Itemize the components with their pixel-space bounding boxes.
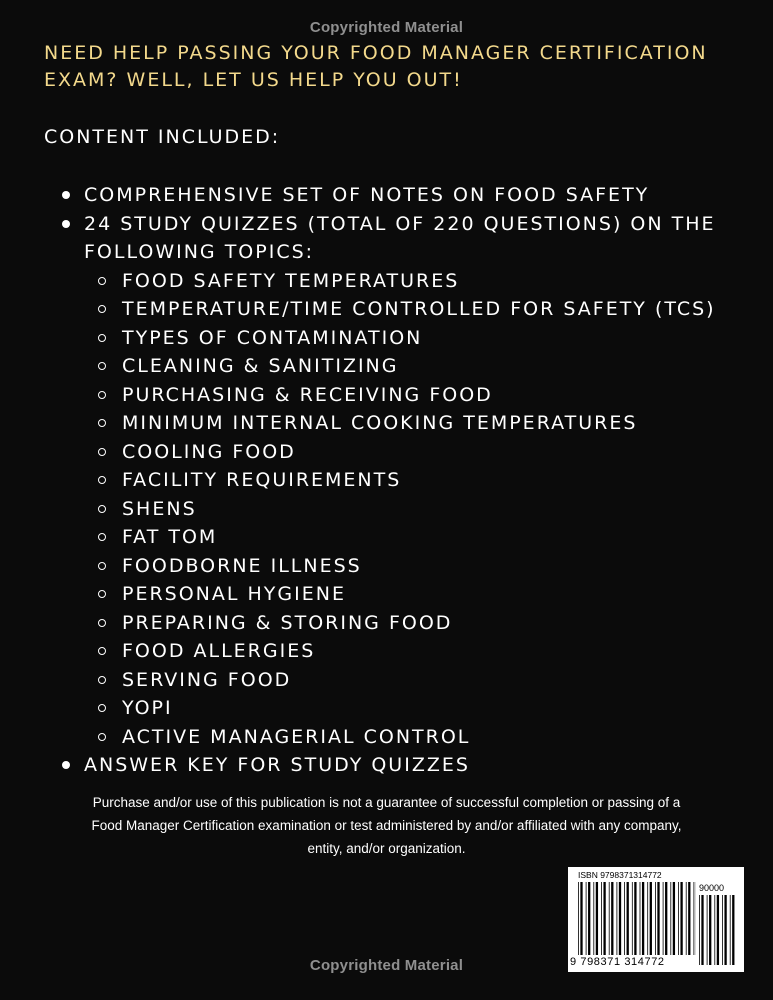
barcode-bar <box>624 882 625 955</box>
bullet-circle-icon <box>98 676 106 684</box>
barcode-bar <box>588 882 590 955</box>
bullet-circle-icon <box>98 305 106 313</box>
bullet-circle-icon <box>98 562 106 570</box>
barcode-bar <box>665 882 667 955</box>
barcode-bar <box>601 882 602 955</box>
topic-text: CLEANING & SANITIZING <box>122 355 399 377</box>
barcode-bar <box>611 882 613 955</box>
barcode-bar <box>709 895 711 965</box>
barcode-bar <box>642 882 644 955</box>
topic-text: TYPES OF CONTAMINATION <box>122 326 423 349</box>
watermark-top: Copyrighted Material <box>309 19 464 36</box>
bullet-dot-icon <box>62 191 70 199</box>
barcode-digits: 9 798371 314772 <box>570 956 665 968</box>
barcode-bar <box>663 882 664 955</box>
topic-list <box>84 267 760 752</box>
list-item-notes <box>60 181 760 210</box>
disclaimer-line-2: Food Manager Certification examination or test administered by and/or affiliated with any company, <box>91 818 682 833</box>
topic-item <box>84 580 760 609</box>
topic-item <box>84 295 760 324</box>
barcode-bar <box>586 882 587 955</box>
bullet-dot-icon <box>62 220 70 228</box>
barcode-bar <box>655 882 656 955</box>
content-list <box>60 181 760 780</box>
barcode-bar <box>650 882 652 955</box>
topic-text: SERVING FOOD <box>122 668 292 691</box>
topic-item <box>84 267 760 296</box>
topic-item <box>84 495 760 524</box>
bullet-dot-icon <box>62 761 70 769</box>
bullet-circle-icon <box>98 334 106 342</box>
topic-item <box>84 694 760 723</box>
bullet-circle-icon <box>98 590 106 598</box>
bullet-circle-icon <box>98 505 106 513</box>
headline-line-1: NEED HELP PASSING YOUR FOOD MANAGER CERTIFICATION <box>44 42 708 64</box>
topic-item <box>84 381 760 410</box>
topic-item <box>84 352 760 381</box>
disclaimer <box>60 791 713 860</box>
barcode-bar <box>670 882 671 955</box>
headline <box>44 40 744 94</box>
topic-item <box>84 466 760 495</box>
isbn-label: ISBN 9798371314772 <box>578 870 662 880</box>
headline-line-2: EXAM? WELL, LET US HELP YOU OUT! <box>44 69 463 91</box>
barcode-bar <box>647 882 648 955</box>
bullet-circle-icon <box>98 391 106 399</box>
list-item-quizzes <box>60 210 760 752</box>
price-code: 90000 <box>699 883 725 893</box>
topic-text: ACTIVE MANAGERIAL CONTROL <box>122 725 471 748</box>
bullet-circle-icon <box>98 619 106 627</box>
topic-text: FAT TOM <box>122 526 218 548</box>
bullet-circle-icon <box>98 448 106 456</box>
barcode-bar <box>688 882 690 955</box>
topic-item <box>84 409 760 438</box>
barcode-bar <box>717 895 719 965</box>
topic-item <box>84 324 760 353</box>
topic-item <box>84 723 760 752</box>
bullet-circle-icon <box>98 277 106 285</box>
barcode-bar <box>580 882 582 955</box>
topic-item <box>84 552 760 581</box>
topic-text: TEMPERATURE/TIME CONTROLLED FOR SAFETY (TCS) <box>122 298 716 320</box>
list-item-text-continued: FOLLOWING TOPICS: <box>84 241 315 263</box>
topic-text: FOOD SAFETY TEMPERATURES <box>122 269 460 292</box>
bullet-circle-icon <box>98 533 106 541</box>
barcode-bar <box>619 882 621 955</box>
barcode-bars-icon <box>578 882 696 955</box>
topic-item <box>84 523 760 552</box>
list-item-text: 24 STUDY QUIZZES (TOTAL OF 220 QUESTIONS) ON THE <box>84 212 716 235</box>
barcode-bar <box>732 895 734 965</box>
barcode-bar <box>714 895 715 965</box>
barcode-bar <box>634 882 636 955</box>
bullet-circle-icon <box>98 362 106 370</box>
topic-item <box>84 637 760 666</box>
barcode-bar <box>603 882 605 955</box>
bullet-circle-icon <box>98 647 106 655</box>
topic-text: PREPARING & STORING FOOD <box>122 611 453 634</box>
topic-text: FOODBORNE ILLNESS <box>122 554 362 577</box>
topic-item <box>84 609 760 638</box>
topic-text: SHENS <box>122 497 197 520</box>
bullet-circle-icon <box>98 704 106 712</box>
list-item-text: COMPREHENSIVE SET OF NOTES ON FOOD SAFETY <box>84 184 650 206</box>
list-item-answer-key <box>60 751 760 780</box>
barcode-bar <box>707 895 708 965</box>
topic-text: COOLING FOOD <box>122 440 296 463</box>
barcode-bar <box>678 882 679 955</box>
content-title: CONTENT INCLUDED: <box>44 126 281 148</box>
barcode-bar <box>593 882 594 955</box>
barcode-bar <box>609 882 610 955</box>
watermark-bottom: Copyrighted Material <box>309 957 464 974</box>
topic-text: FOOD ALLERGIES <box>122 640 316 662</box>
barcode-bar <box>627 882 629 955</box>
topic-text: PERSONAL HYGIENE <box>122 583 346 605</box>
barcode-bar <box>724 895 726 965</box>
barcode-bar <box>617 882 618 955</box>
barcode-bar <box>686 882 687 955</box>
topic-text: FACILITY REQUIREMENTS <box>122 469 402 491</box>
topic-text: PURCHASING & RECEIVING FOOD <box>122 383 493 406</box>
barcode-bar <box>680 882 682 955</box>
bullet-circle-icon <box>98 733 106 741</box>
bullet-circle-icon <box>98 419 106 427</box>
barcode-bar <box>596 882 598 955</box>
barcode-bar <box>722 895 723 965</box>
topic-item <box>84 438 760 467</box>
bullet-circle-icon <box>98 476 106 484</box>
topic-text: YOPI <box>122 697 173 719</box>
topic-item <box>84 666 760 695</box>
barcode-bar <box>694 882 695 955</box>
topic-text: MINIMUM INTERNAL COOKING TEMPERATURES <box>122 412 638 434</box>
barcode-bar <box>657 882 659 955</box>
disclaimer-line-1: Purchase and/or use of this publication is not a guarantee of successful completion or passing of a <box>92 795 681 810</box>
disclaimer-line-3: entity, and/or organization. <box>307 841 466 856</box>
barcode-bar <box>632 882 633 955</box>
barcode-bar <box>730 895 731 965</box>
barcode-bar <box>578 882 579 955</box>
barcode-bar <box>673 882 675 955</box>
barcode-bar <box>701 895 703 965</box>
barcode-bar <box>640 882 641 955</box>
barcode-bar <box>699 895 700 965</box>
addon-barcode-bars-icon <box>699 895 737 965</box>
list-item-text: ANSWER KEY FOR STUDY QUIZZES <box>84 754 470 776</box>
